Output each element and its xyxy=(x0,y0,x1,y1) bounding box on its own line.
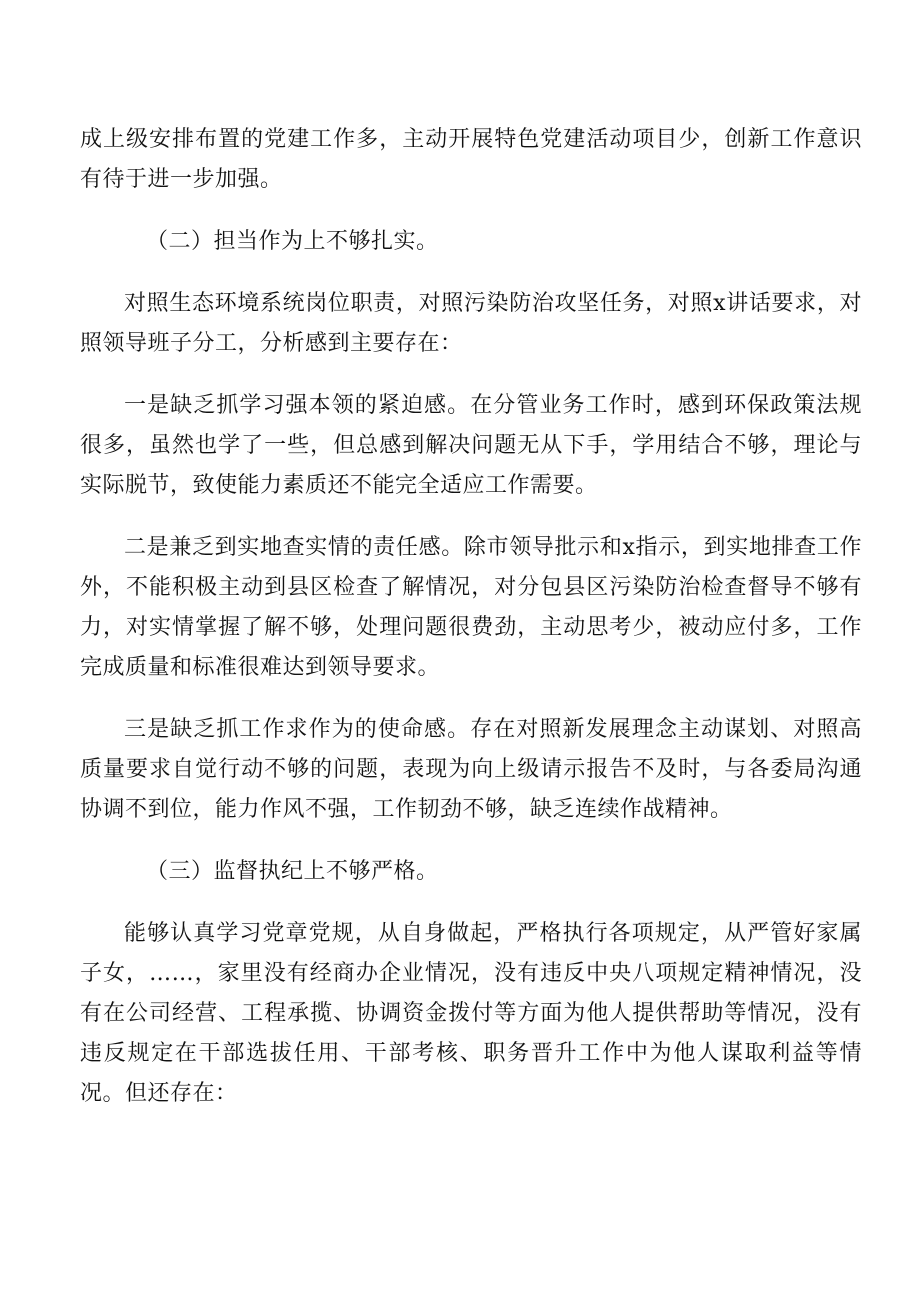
document-body xyxy=(80,120,862,1136)
paragraph-continuation: 成上级安排布置的党建工作多，主动开展特色党建活动项目少，创新工作意识有待于进一步加强。 xyxy=(80,127,862,192)
paragraph-point-1: 一是缺乏抓学习强本领的紧迫感。在分管业务工作时，感到环保政策法规很多，虽然也学了一些，但总感到解决问题无从下手，学用结合不够，理论与实际脱节，致使能力素质还不能完全适应工作需要。 xyxy=(80,393,862,498)
paragraph-intro: 对照生态环境系统岗位职责，对照污染防治攻坚任务，对照x讲话要求，对照领导班子分工，分析感到主要存在： xyxy=(80,291,862,356)
paragraph-point-2: 二是兼乏到实地查实情的责任感。除市领导批示和x指示，到实地排查工作外，不能积极主动到县区检查了解情况，对分包县区污染防治检查督导不够有力，对实情掌握了解不够，处理问题很费劲，主动思考少，被动应付多，工作完成质量和标准很难达到领导要求。 xyxy=(80,535,862,680)
paragraph-discipline: 能够认真学习党章党规，从自身做起，严格执行各项规定，从严管好家属子女，……，家里没有经商办企业情况，没有违反中央八项规定精神情况，没有在公司经营、工程承揽、协调资金拨付等方面为他人提供帮助等情况，没有违反规定在干部选拔任用、干部考核、职务晋升工作中为他人谋取利益等情况。但还存在： xyxy=(80,921,862,1106)
paragraph-point-3: 三是缺乏抓工作求作为的使命感。存在对照新发展理念主动谋划、对照高质量要求自觉行动不够的问题，表现为向上级请示报告不及时，与各委局沟通协调不到位，能力作风不强，工作韧劲不够，缺乏连续作战精神。 xyxy=(80,717,862,822)
section-heading-3: （三）监督执纪上不够严格。 xyxy=(146,859,439,884)
section-heading-2: （二）担当作为上不够扎实。 xyxy=(146,229,439,254)
